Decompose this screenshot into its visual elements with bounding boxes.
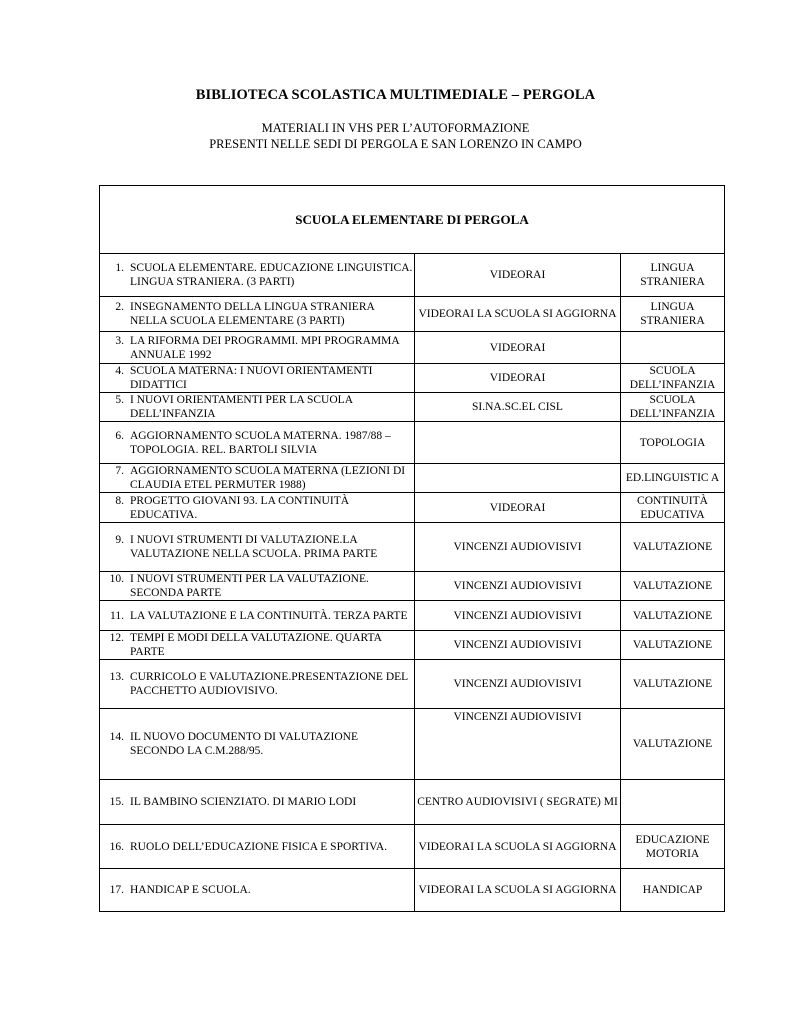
row-topic: VALUTAZIONE	[621, 660, 725, 709]
page-title: BIBLIOTECA SCOLASTICA MULTIMEDIALE – PERGOLA	[195, 87, 596, 103]
row-source: VIDEORAI LA SCUOLA SI AGGIORNA	[415, 297, 621, 332]
row-source	[415, 422, 621, 464]
table-row	[100, 825, 725, 869]
row-title: SCUOLA ELEMENTARE. EDUCAZIONE LINGUISTICA. LINGUA STRANIERA. (3 PARTI)	[130, 262, 413, 288]
row-title: SCUOLA MATERNA: I NUOVI ORIENTAMENTI DIDATTICI	[130, 365, 373, 391]
school-heading: SCUOLA ELEMENTARE DI PERGOLA	[100, 186, 725, 254]
row-source: VINCENZI AUDIOVISIVI	[415, 709, 621, 780]
row-title: HANDICAP E SCUOLA.	[130, 884, 251, 896]
row-topic: VALUTAZIONE	[621, 572, 725, 601]
row-title: LA VALUTAZIONE E LA CONTINUITÀ. TERZA PARTE	[130, 609, 408, 622]
row-title: CURRICOLO E VALUTAZIONE.PRESENTAZIONE DEL PACCHETTO AUDIOVISIVO.	[130, 671, 408, 697]
row-number: 4.	[115, 365, 124, 377]
row-topic: TOPOLOGIA	[621, 422, 725, 464]
row-title: IL BAMBINO SCIENZIATO. DI MARIO LODI	[130, 796, 357, 808]
table-row	[100, 422, 725, 464]
row-topic: LINGUA STRANIERA	[621, 254, 725, 297]
row-number: 3.	[115, 334, 124, 347]
row-source: VINCENZI AUDIOVISIVI	[415, 660, 621, 709]
row-topic: VALUTAZIONE	[621, 601, 725, 631]
row-title: INSEGNAMENTO DELLA LINGUA STRANIERA NELLA SCUOLA ELEMENTARE (3 PARTI)	[130, 301, 375, 327]
row-source: SI.NA.SC.EL CISL	[415, 393, 621, 422]
row-number: 13.	[109, 671, 124, 683]
table-row	[100, 572, 725, 601]
row-source: CENTRO AUDIOVISIVI ( SEGRATE) MI	[415, 780, 621, 825]
row-title: AGGIORNAMENTO SCUOLA MATERNA (LEZIONI DI CLAUDIA ETEL PERMUTER 1988)	[130, 465, 406, 491]
row-number: 10.	[109, 573, 124, 585]
table-row	[100, 780, 725, 825]
row-title: I NUOVI ORIENTAMENTI PER LA SCUOLA DELL’INFANZIA	[130, 394, 353, 420]
table-row	[100, 297, 725, 332]
table-row	[100, 869, 725, 912]
table-row	[100, 364, 725, 393]
row-source: VINCENZI AUDIOVISIVI	[415, 572, 621, 601]
row-source	[415, 464, 621, 493]
vhs-materials-table	[99, 185, 725, 912]
table-row	[100, 464, 725, 493]
row-number: 11.	[110, 609, 124, 622]
row-source: VIDEORAI LA SCUOLA SI AGGIORNA	[415, 825, 621, 869]
subtitle-line-2: PRESENTI NELLE SEDI DI PERGOLA E SAN LORENZO IN CAMPO	[209, 137, 582, 151]
row-title: IL NUOVO DOCUMENTO DI VALUTAZIONE SECONDO LA C.M.288/95.	[130, 731, 358, 757]
table-row	[100, 523, 725, 572]
row-title: I NUOVI STRUMENTI PER LA VALUTAZIONE. SECONDA PARTE	[130, 573, 369, 599]
row-number: 8.	[115, 494, 124, 507]
row-title: TEMPI E MODI DELLA VALUTAZIONE. QUARTA PARTE	[130, 632, 382, 658]
row-number: 9.	[115, 534, 124, 546]
row-number: 6.	[115, 429, 124, 442]
row-title: RUOLO DELL’EDUCAZIONE FISICA E SPORTIVA.	[130, 840, 388, 853]
table-row	[100, 332, 725, 364]
row-number: 12.	[109, 632, 124, 644]
row-number: 7.	[115, 465, 124, 477]
table-row	[100, 393, 725, 422]
row-source: VIDEORAI LA SCUOLA SI AGGIORNA	[415, 869, 621, 912]
row-number: 14.	[109, 731, 124, 743]
row-topic: EDUCAZIONE MOTORIA	[621, 825, 725, 869]
row-topic	[621, 332, 725, 364]
row-title: AGGIORNAMENTO SCUOLA MATERNA. 1987/88 – TOPOLOGIA. REL. BARTOLI SILVIA	[130, 429, 391, 456]
row-source: VINCENZI AUDIOVISIVI	[415, 631, 621, 660]
table-row	[100, 493, 725, 523]
row-number: 17.	[109, 884, 124, 896]
row-topic: SCUOLA DELL’INFANZIA	[621, 364, 725, 393]
row-number: 16.	[109, 840, 124, 853]
row-number: 2.	[115, 301, 124, 313]
row-topic: ED.LINGUISTIC A	[621, 464, 725, 493]
row-source: VIDEORAI	[415, 493, 621, 523]
table-row	[100, 631, 725, 660]
table-row	[100, 601, 725, 631]
row-topic: VALUTAZIONE	[621, 631, 725, 660]
row-title: PROGETTO GIOVANI 93. LA CONTINUITÀ EDUCATIVA.	[130, 494, 350, 521]
row-source: VINCENZI AUDIOVISIVI	[415, 601, 621, 631]
row-topic: VALUTAZIONE	[621, 709, 725, 780]
table-row	[100, 660, 725, 709]
subtitle-line-1: MATERIALI IN VHS PER L’AUTOFORMAZIONE	[261, 121, 530, 135]
row-source: VIDEORAI	[415, 254, 621, 297]
row-source: VIDEORAI	[415, 364, 621, 393]
row-topic: SCUOLA DELL’INFANZIA	[621, 393, 725, 422]
row-source: VINCENZI AUDIOVISIVI	[415, 523, 621, 572]
table-row	[100, 709, 725, 780]
row-title: I NUOVI STRUMENTI DI VALUTAZIONE.LA VALUTAZIONE NELLA SCUOLA. PRIMA PARTE	[130, 534, 378, 560]
row-title: LA RIFORMA DEI PROGRAMMI. MPI PROGRAMMA ANNUALE 1992	[130, 334, 400, 361]
row-topic: HANDICAP	[621, 869, 725, 912]
row-topic	[621, 780, 725, 825]
row-topic: LINGUA STRANIERA	[621, 297, 725, 332]
row-number: 5.	[115, 394, 124, 406]
table-heading-row	[100, 186, 725, 254]
row-source: VIDEORAI	[415, 332, 621, 364]
row-number: 1.	[115, 262, 124, 274]
row-topic: VALUTAZIONE	[621, 523, 725, 572]
row-topic: CONTINUITÀ EDUCATIVA	[621, 493, 725, 523]
table-row	[100, 254, 725, 297]
row-number: 15.	[109, 796, 124, 808]
